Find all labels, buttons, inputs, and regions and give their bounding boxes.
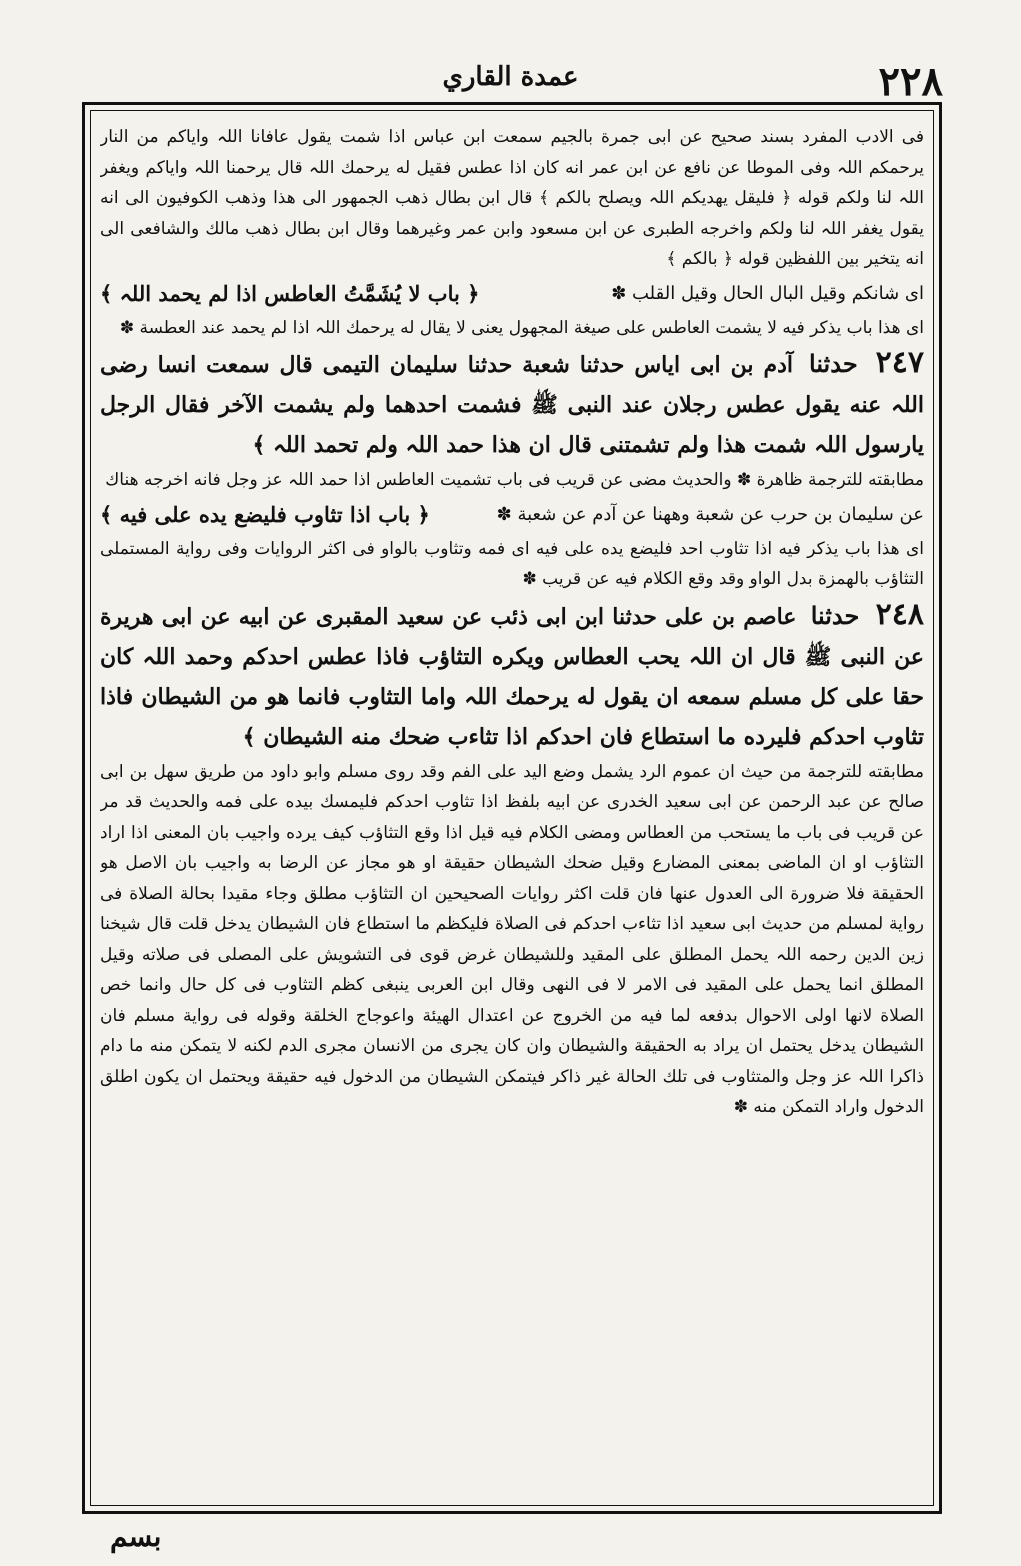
hadith-248 — [100, 595, 924, 757]
chapter-explanation: ای هذا باب یذکر فیه اذا تثاوب احد فلیضع یده علی فیه ای فمه وتثاوب بالواو فی اکثر الروایات وفی روایة المستملی التثاؤب بالهمزة بدل الواو وقد وقع الکلام فیه عن قریب ✽ — [100, 538, 924, 589]
chapter-explanation: ای هذا باب یذکر فیه لا یشمت العاطس علی صیغة المجهول یعنی لا یقال له یرحمك اللہ اذا لم یحمد عند العطسة ✽ — [119, 317, 924, 338]
chapter-title: ﴿ باب اذا تثاوب فلیضع یده علی فیه ﴾ — [100, 501, 430, 527]
catchword: بسم — [110, 1520, 162, 1553]
hadith-text: آدم بن ابی ایاس حدثنا شعبة حدثنا سلیمان التیمی قال سمعت انسا رضی اللہ عنه یقول عطس رجلان عند النبی ﷺ فشمت احدهما ولم یشمت الآخر فقال الرجل یارسول اللہ شمت هذا ولم تشمتنی قال ان هذا حمد اللہ ولم تحمد اللہ ﴾ — [100, 352, 924, 458]
hadith-number: ٢٤٨ — [875, 596, 924, 632]
hadith-text: عاصم بن علی حدثنا ابن ابی ذئب عن سعید المقبری عن ابیه عن ابی هریرة عن النبی ﷺ قال ان اللہ یحب العطاس ویکره التثاؤب فاذا عطس احدکم وحمد اللہ کان حقا علی کل مسلم سمعه ان یقول له یرحمك اللہ واما التثاوب فانما هو من الشیطان فاذا تثاوب احدکم فلیرده ما استطاع فان احدکم اذا تثاءب ضحك منه الشیطان ﴾ — [100, 603, 924, 750]
heading-lead-text: ای شانکم وقیل البال الحال وقیل القلب ✽ — [611, 282, 924, 304]
paragraph-adab-mufrad: فی الادب المفرد بسند صحیح عن ابی جمرة بالجیم سمعت ابن عباس اذا شمت یقول عافانا اللہ وایاکم من النار یرحمکم اللہ وفی الموطا عن نافع عن ابن عمر انه کان اذا عطس فقیل له یرحمك اللہ قال یرحمنا اللہ وایاکم ویغفر اللہ لنا ولکم قوله ﴿ فلیقل یهدیکم اللہ ویصلح بالکم ﴾ قال ابن بطال ذهب الجمهور الی هذا وذهب الکوفیون الی انه یقول یغفر اللہ لنا ولکم واخرجه الطبری عن ابن مسعود وابن عمر وغیرهما وقال ابن بطال ذهب مالك والشافعی الی انه یتخیر بین اللفظین قوله ﴿ بالکم ﴾ — [100, 127, 924, 269]
text-body — [100, 122, 924, 1494]
chapter-heading-line — [100, 275, 924, 313]
running-title: عمدة القاري — [442, 62, 579, 92]
heading-lead-text: عن سلیمان بن حرب عن شعبة وههنا عن آدم عن شعبة ✽ — [496, 503, 924, 525]
hadith-number: ٢٤٧ — [875, 345, 924, 380]
haddathana-mark: حدثنا — [810, 600, 860, 630]
chapter-title: ﴿ باب لا یُشَمَّتُ العاطس اذا لم یحمد اللہ ﴾ — [100, 280, 480, 306]
page-number: ٢٢٨ — [878, 58, 943, 105]
chapter-heading-line — [100, 496, 924, 534]
hadith-247 — [100, 343, 924, 465]
haddathana-mark: حدثنا — [809, 349, 858, 378]
commentary-paragraph: مطابقته للترجمة من حیث ان عموم الرد یشمل وضع الید علی الفم وقد روی مسلم وابو داود من طریق سهل بن ابی صالح عن عبد الرحمن عن ابی سعید الخدری عن ابیه بلفظ اذا تثاوب احدکم فلیمسك بیده علی فمه والحدیث قد مر عن قریب فی باب ما یستحب من العطاس ومضی الکلام فیه قیل اذا وقع التثاؤب کیف یرده واجیب بان المعنی اذا اراد التثاؤب او ان الماضی بمعنی المضارع وقیل ضحك الشیطان حقیقة او هو مجاز عن الرضا به واجیب بان الاصل هو الحقیقة فلا ضرورة الی العدول عنها فان قلت اکثر روایات الصحیحین ان التثاؤب مطلق وجاء مقیدا بحالة الصلاة فی روایة لمسلم من حدیث ابی سعید اذا تثاءب احدکم فی الصلاة فلیکظم ما استطاع فان الشیطان یدخل قلت قال شیخنا زین الدین رحمه اللہ یحمل المطلق علی المقید وللشیطان غرض قوی فی التشویش علی المصلی فی صلاته وقیل المطلق انما یحمل علی المقید فی الامر لا فی النهی وقال ابن العربی ینبغی کظم التثاوب فی کل حال وانما خص الصلاة لانها اولی الاحوال بدفعه لما فیه من الخروج عن اعتدال الهیئة واعوجاج الخلقة وقوله فی روایة مسلم فان الشیطان یدخل یحتمل ان یراد به الحقیقة والشیطان وان کان یجری من الانسان مجری الدم لکنه لا یتمکن منه ما دام ذاکرا اللہ عز وجل والمتثاوب فی تلك الحالة غیر ذاکر فیتمکن الشیطان من الدخول فیه حقیقة ویحتمل ان یکون اطلق الدخول واراد التمکن منه ✽ — [100, 761, 924, 1117]
commentary-paragraph: مطابقته للترجمة ظاهرة ✽ والحدیث مضی عن قریب فی باب تشمیت العاطس اذا حمد اللہ عز وجل فانه اخرجه هناك — [105, 470, 924, 490]
